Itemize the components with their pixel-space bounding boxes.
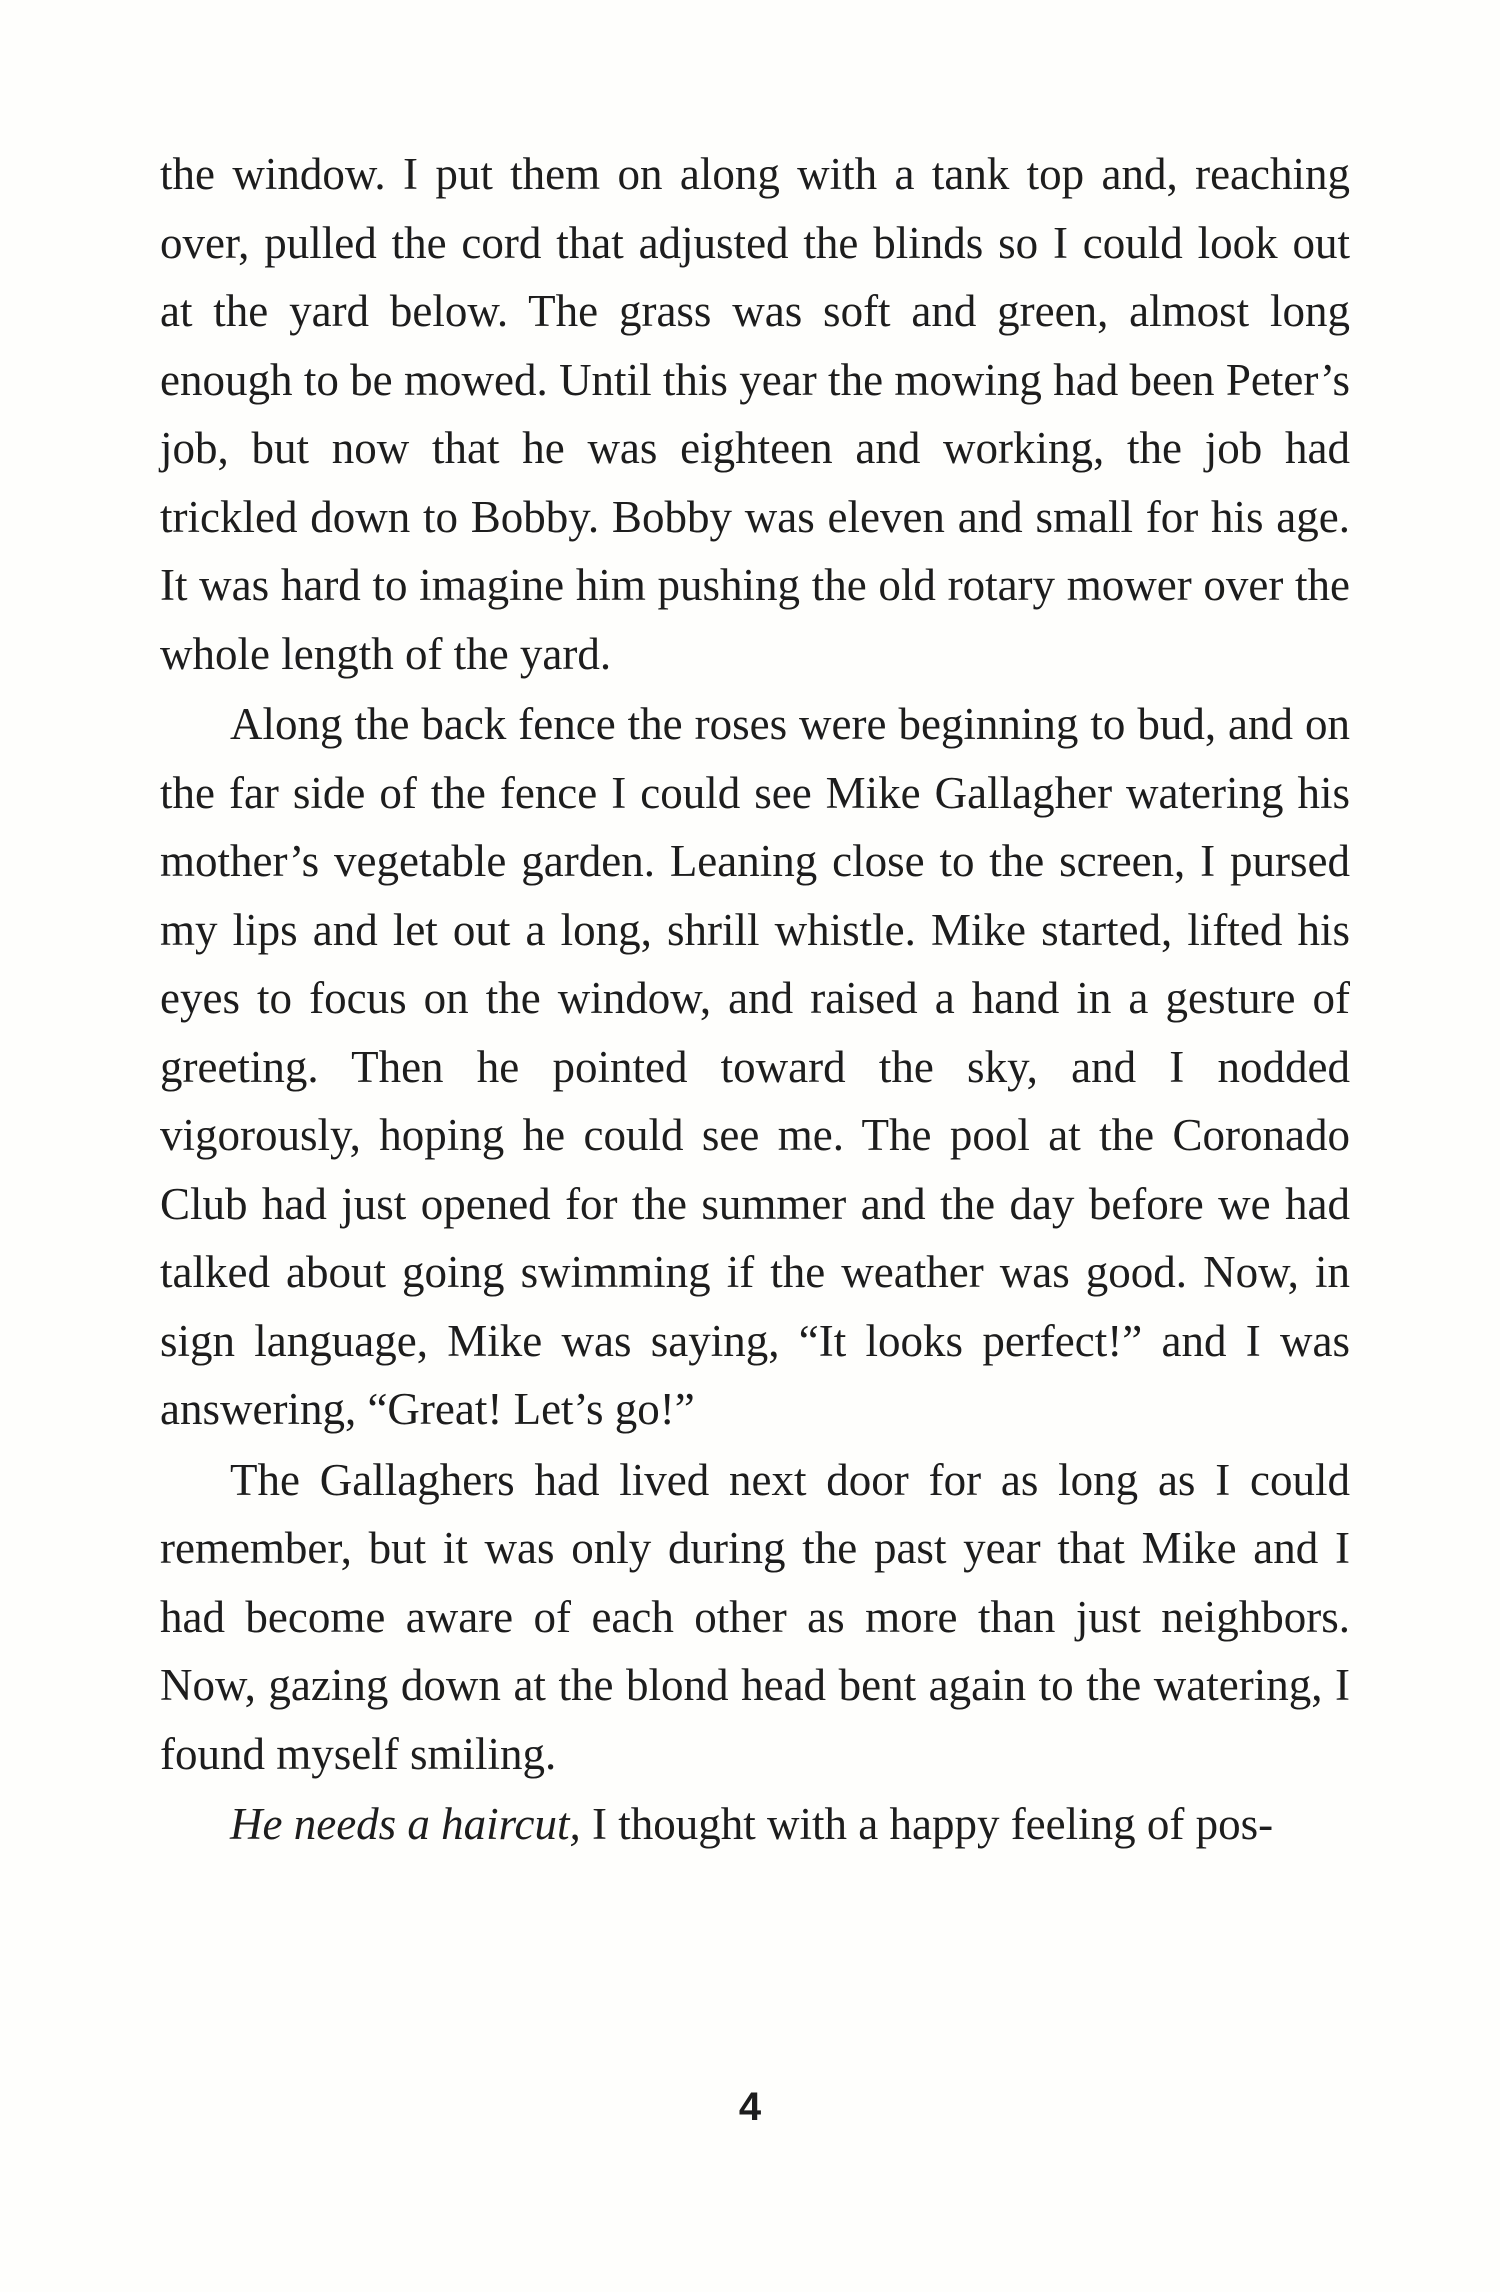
italic-thought: He needs a haircut,	[230, 1799, 581, 1849]
paragraph-2: Along the back fence the roses were beginning to bud, and on the far side of the fence I could see Mike Gallagher watering his mother’s vegetable garden. Leaning close to the screen, I pursed my lips and let out a long, shrill whistle. Mike started, lifted his eyes to focus on the window, and raised a hand in a gesture of greeting. Then he pointed toward the sky, and I nodded vigorously, hoping he could see me. The pool at the Coronado Club had just opened for the summer and the day before we had talked about going swimming if the weather was good. Now, in sign language, Mike was saying, “It looks perfect!” and I was answering, “Great! Let’s go!”	[160, 699, 1350, 1434]
paragraph-1: the window. I put them on along with a tank top and, reaching over, pulled the cord that adjusted the blinds so I could look out at the yard below. The grass was soft and green, almost long enough to be mowed. Until this year the mowing had been Peter’s job, but now that he was eighteen and working, the job had trickled down to Bobby. Bobby was eleven and small for his age. It was hard to imagine him pushing the old rotary mower over the whole length of the yard.	[160, 149, 1350, 679]
body-text	[160, 140, 1350, 1859]
page-number: 4	[738, 2085, 762, 2129]
paragraph-4-text: I thought with a happy feeling of pos-	[580, 1799, 1274, 1849]
paragraph-4	[160, 1790, 1350, 1859]
paragraph-3: The Gallaghers had lived next door for as long as I could remember, but it was only during the past year that Mike and I had become aware of each other as more than just neighbors. Now, gazing down at the blond head bent again to the watering, I found myself smiling.	[160, 1454, 1350, 1779]
